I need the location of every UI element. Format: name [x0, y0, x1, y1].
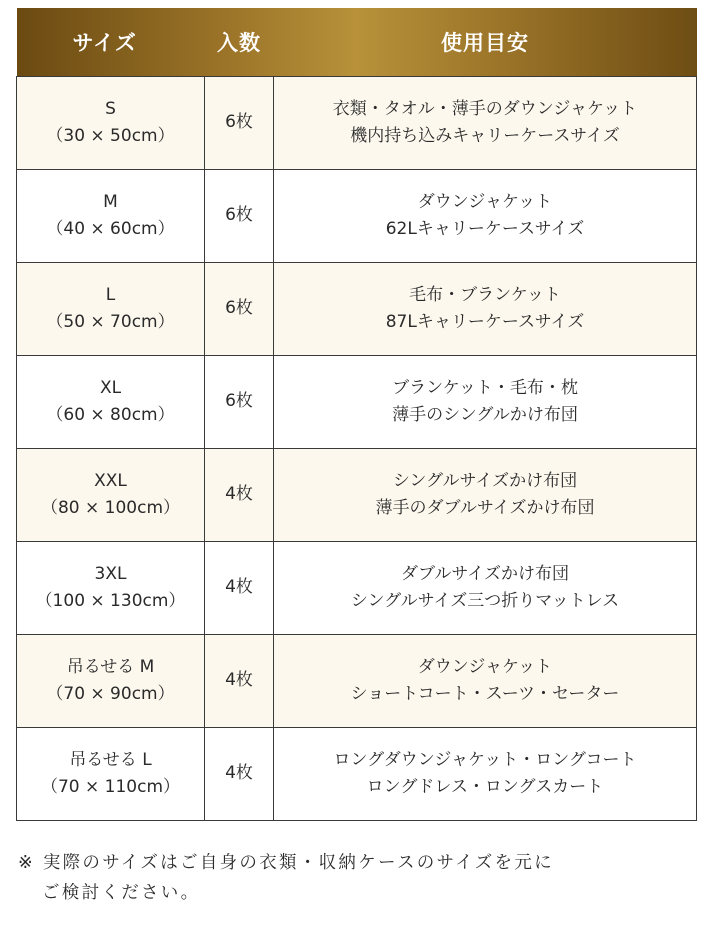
size-label: XL: [99, 377, 122, 398]
usage-cell: [274, 634, 697, 727]
size-label: XXL: [94, 470, 127, 491]
size-cell: [17, 76, 205, 169]
size-label: 3XL: [94, 563, 127, 584]
usage-line-1: シングルサイズかけ布団: [392, 470, 578, 491]
table-row: [17, 541, 697, 634]
size-cell: [17, 634, 205, 727]
size-cell: [17, 169, 205, 262]
size-label: 吊るせる L: [69, 749, 152, 770]
usage-line-1: ダウンジャケット: [417, 191, 553, 212]
size-dimensions: （60 × 80cm）: [46, 404, 175, 425]
size-cell: [17, 262, 205, 355]
size-label: 吊るせる M: [66, 656, 155, 677]
size-dimensions: （30 × 50cm）: [46, 125, 175, 146]
usage-line-2: ロングドレス・ロングスカート: [366, 776, 604, 797]
footnote: [18, 848, 698, 908]
size-label: M: [103, 191, 118, 212]
table-row: [17, 76, 697, 169]
usage-cell: [274, 355, 697, 448]
footnote-line-1: ※ 実際のサイズはご自身の衣類・収納ケースのサイズを元に: [18, 853, 554, 873]
table-row: [17, 448, 697, 541]
size-cell: [17, 355, 205, 448]
usage-cell: [274, 76, 697, 169]
count-cell: 6枚: [205, 169, 274, 262]
count-cell: 4枚: [205, 634, 274, 727]
count-cell: 4枚: [205, 727, 274, 820]
count-cell: 6枚: [205, 262, 274, 355]
table-row: [17, 169, 697, 262]
table-row: [17, 634, 697, 727]
size-dimensions: （70 × 90cm）: [46, 683, 175, 704]
usage-cell: [274, 727, 697, 820]
usage-cell: [274, 448, 697, 541]
usage-line-2: ショートコート・スーツ・セーター: [350, 683, 620, 704]
size-dimensions: （50 × 70cm）: [46, 311, 175, 332]
usage-line-2: 機内持ち込みキャリーケースサイズ: [350, 125, 620, 146]
count-cell: 4枚: [205, 448, 274, 541]
table-row: [17, 355, 697, 448]
usage-line-1: ブランケット・毛布・枕: [392, 377, 578, 398]
table-header-row: [17, 8, 697, 76]
usage-line-2: シングルサイズ三つ折りマットレス: [350, 590, 620, 611]
usage-cell: [274, 541, 697, 634]
size-cell: [17, 541, 205, 634]
usage-line-1: 毛布・ブランケット: [409, 284, 561, 305]
size-label: L: [105, 284, 116, 305]
header-count: 入数: [217, 30, 261, 55]
usage-line-1: ダウンジャケット: [417, 656, 553, 677]
size-dimensions: （70 × 110cm）: [40, 776, 181, 797]
size-table-container: [16, 8, 696, 821]
count-cell: 6枚: [205, 355, 274, 448]
size-table: [16, 8, 697, 821]
usage-line-2: 薄手のシングルかけ布団: [392, 404, 578, 425]
table-row: [17, 727, 697, 820]
size-dimensions: （40 × 60cm）: [46, 218, 175, 239]
usage-cell: [274, 169, 697, 262]
header-size: サイズ: [72, 30, 137, 55]
usage-line-1: ロングダウンジャケット・ロングコート: [333, 749, 637, 770]
count-cell: 4枚: [205, 541, 274, 634]
size-cell: [17, 727, 205, 820]
usage-line-1: 衣類・タオル・薄手のダウンジャケット: [332, 98, 638, 119]
header-usage: 使用目安: [441, 30, 529, 55]
size-cell: [17, 448, 205, 541]
usage-cell: [274, 262, 697, 355]
usage-line-2: 62Lキャリーケースサイズ: [385, 218, 585, 239]
usage-line-2: 薄手のダブルサイズかけ布団: [375, 497, 595, 518]
footnote-line-2: ご検討ください。: [42, 883, 201, 903]
size-dimensions: （100 × 130cm）: [35, 590, 186, 611]
table-row: [17, 262, 697, 355]
size-label: S: [105, 98, 116, 119]
usage-line-1: ダブルサイズかけ布団: [401, 563, 569, 584]
count-cell: 6枚: [205, 76, 274, 169]
usage-line-2: 87Lキャリーケースサイズ: [385, 311, 585, 332]
size-dimensions: （80 × 100cm）: [40, 497, 181, 518]
